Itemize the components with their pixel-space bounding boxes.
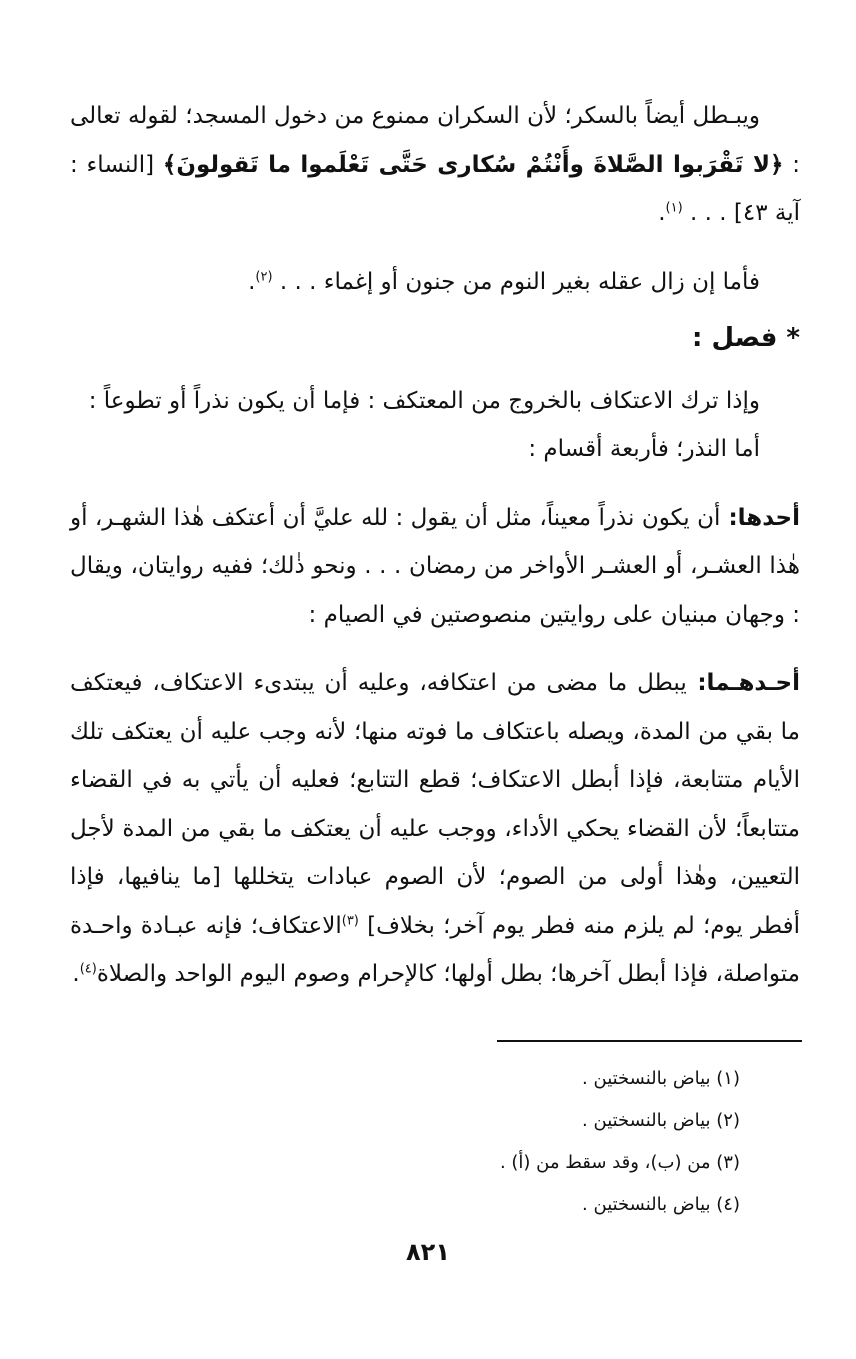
footnotes [300,1058,740,1226]
page-number: ٨٢١ [406,1238,450,1266]
footnote-2: (٢) بياض بالنسختين . [582,1110,740,1131]
paragraph-ahaduha-text: أن يكون نذراً معيناً، مثل أن يقول : لله عليَّ أن أعتكف هٰذا الشهـر، أو هٰذا العشـر، أو العشـر الأواخر من رمضان . . . ونحو ذٰلك؛ ففيه روايتان، ويقال : وجهان مبنيان على روايتين منصوصتين في الصيام : [70,504,800,628]
footnote-3: (٣) من (ب)، وقد سقط من (أ) . [499,1152,740,1173]
sentence-end: . [72,961,80,987]
paragraph-ahaduha [70,494,800,640]
paragraph-lead-word: أحـدهـما: [686,670,800,696]
paragraph-sukr [70,92,800,238]
footnote-ref-3[interactable]: (٣) [341,912,359,928]
paragraph-ahaduhuma [70,659,800,999]
paragraph-tark: وإذا ترك الاعتكاف بالخروج من المعتكف : فإما أن يكون نذراً أو تطوعاً : [88,387,760,414]
quran-quote: ﴿لا تَقْرَبوا الصَّلاةَ وأَنْتُمْ سُكارى حَتَّى تَعْلَموا ما تَقولونَ﴾ [162,151,784,178]
sentence-end: . [248,268,256,295]
sentence-end: . [658,200,666,226]
footnote-4: (٤) بياض بالنسختين . [582,1194,740,1215]
paragraph-junun [70,258,800,307]
paragraph-ahaduhuma-text-a: يبطل ما مضى من اعتكافه، وعليه أن يبتدىء الاعتكاف، فيعتكف ما بقي من المدة، ويصله باعتكاف ما فوته منها؛ لأنه وجب عليه أن يعتكف تلك الأيام متتابعة، فإذا أبطل الاعتكاف؛ قطع التتابع؛ فعليه أن يأتي به في القضاء متتابعاً؛ لأن القضاء يحكي الأداء، ووجب عليه أن يعتكف ما بقي من المدة لأجل التعيين، وهٰذا أولى من الصوم؛ لأن الصوم عبادات يتخللها [ما ينافيها، فإذا أفطر يوم؛ لم يلزم منه فطر يوم آخر؛ بخلاف] [70,670,801,939]
paragraph-lead-word: أحدها: [720,504,801,531]
quran-reference: [النساء : آية ٤٣] . . . [70,151,800,226]
section-heading: * فصل : [692,323,800,353]
footnote-separator [497,1040,802,1042]
footnote-ref-2[interactable]: (٢) [255,268,273,284]
footnote-ref-1[interactable]: (١) [665,200,683,216]
footnote-1: (١) بياض بالنسختين . [582,1068,740,1089]
footnote-ref-4[interactable]: (٤) [79,961,97,977]
main-text-body [70,92,800,999]
paragraph-junun-text: فأما إن زال عقله بغير النوم من جنون أو إغماء . . . [272,268,760,295]
paragraph-sukr-intro: تعالى : [70,103,800,178]
paragraph-sukr-line1: ويبـطل أيضاً بالسكر؛ لأن السكران ممنوع من دخول المسجد؛ لقوله [128,103,760,129]
paragraph-ahaduhuma-text-b: الاعتكاف؛ فإنه عبـادة واحـدة متواصلة، فإذا أبطل آخرها؛ بطل أولها؛ كالإحرام وصوم اليوم الواحد والصلاة [70,912,800,987]
paragraph-nadhr: أما النذر؛ فأربعة أقسام : [528,436,760,462]
